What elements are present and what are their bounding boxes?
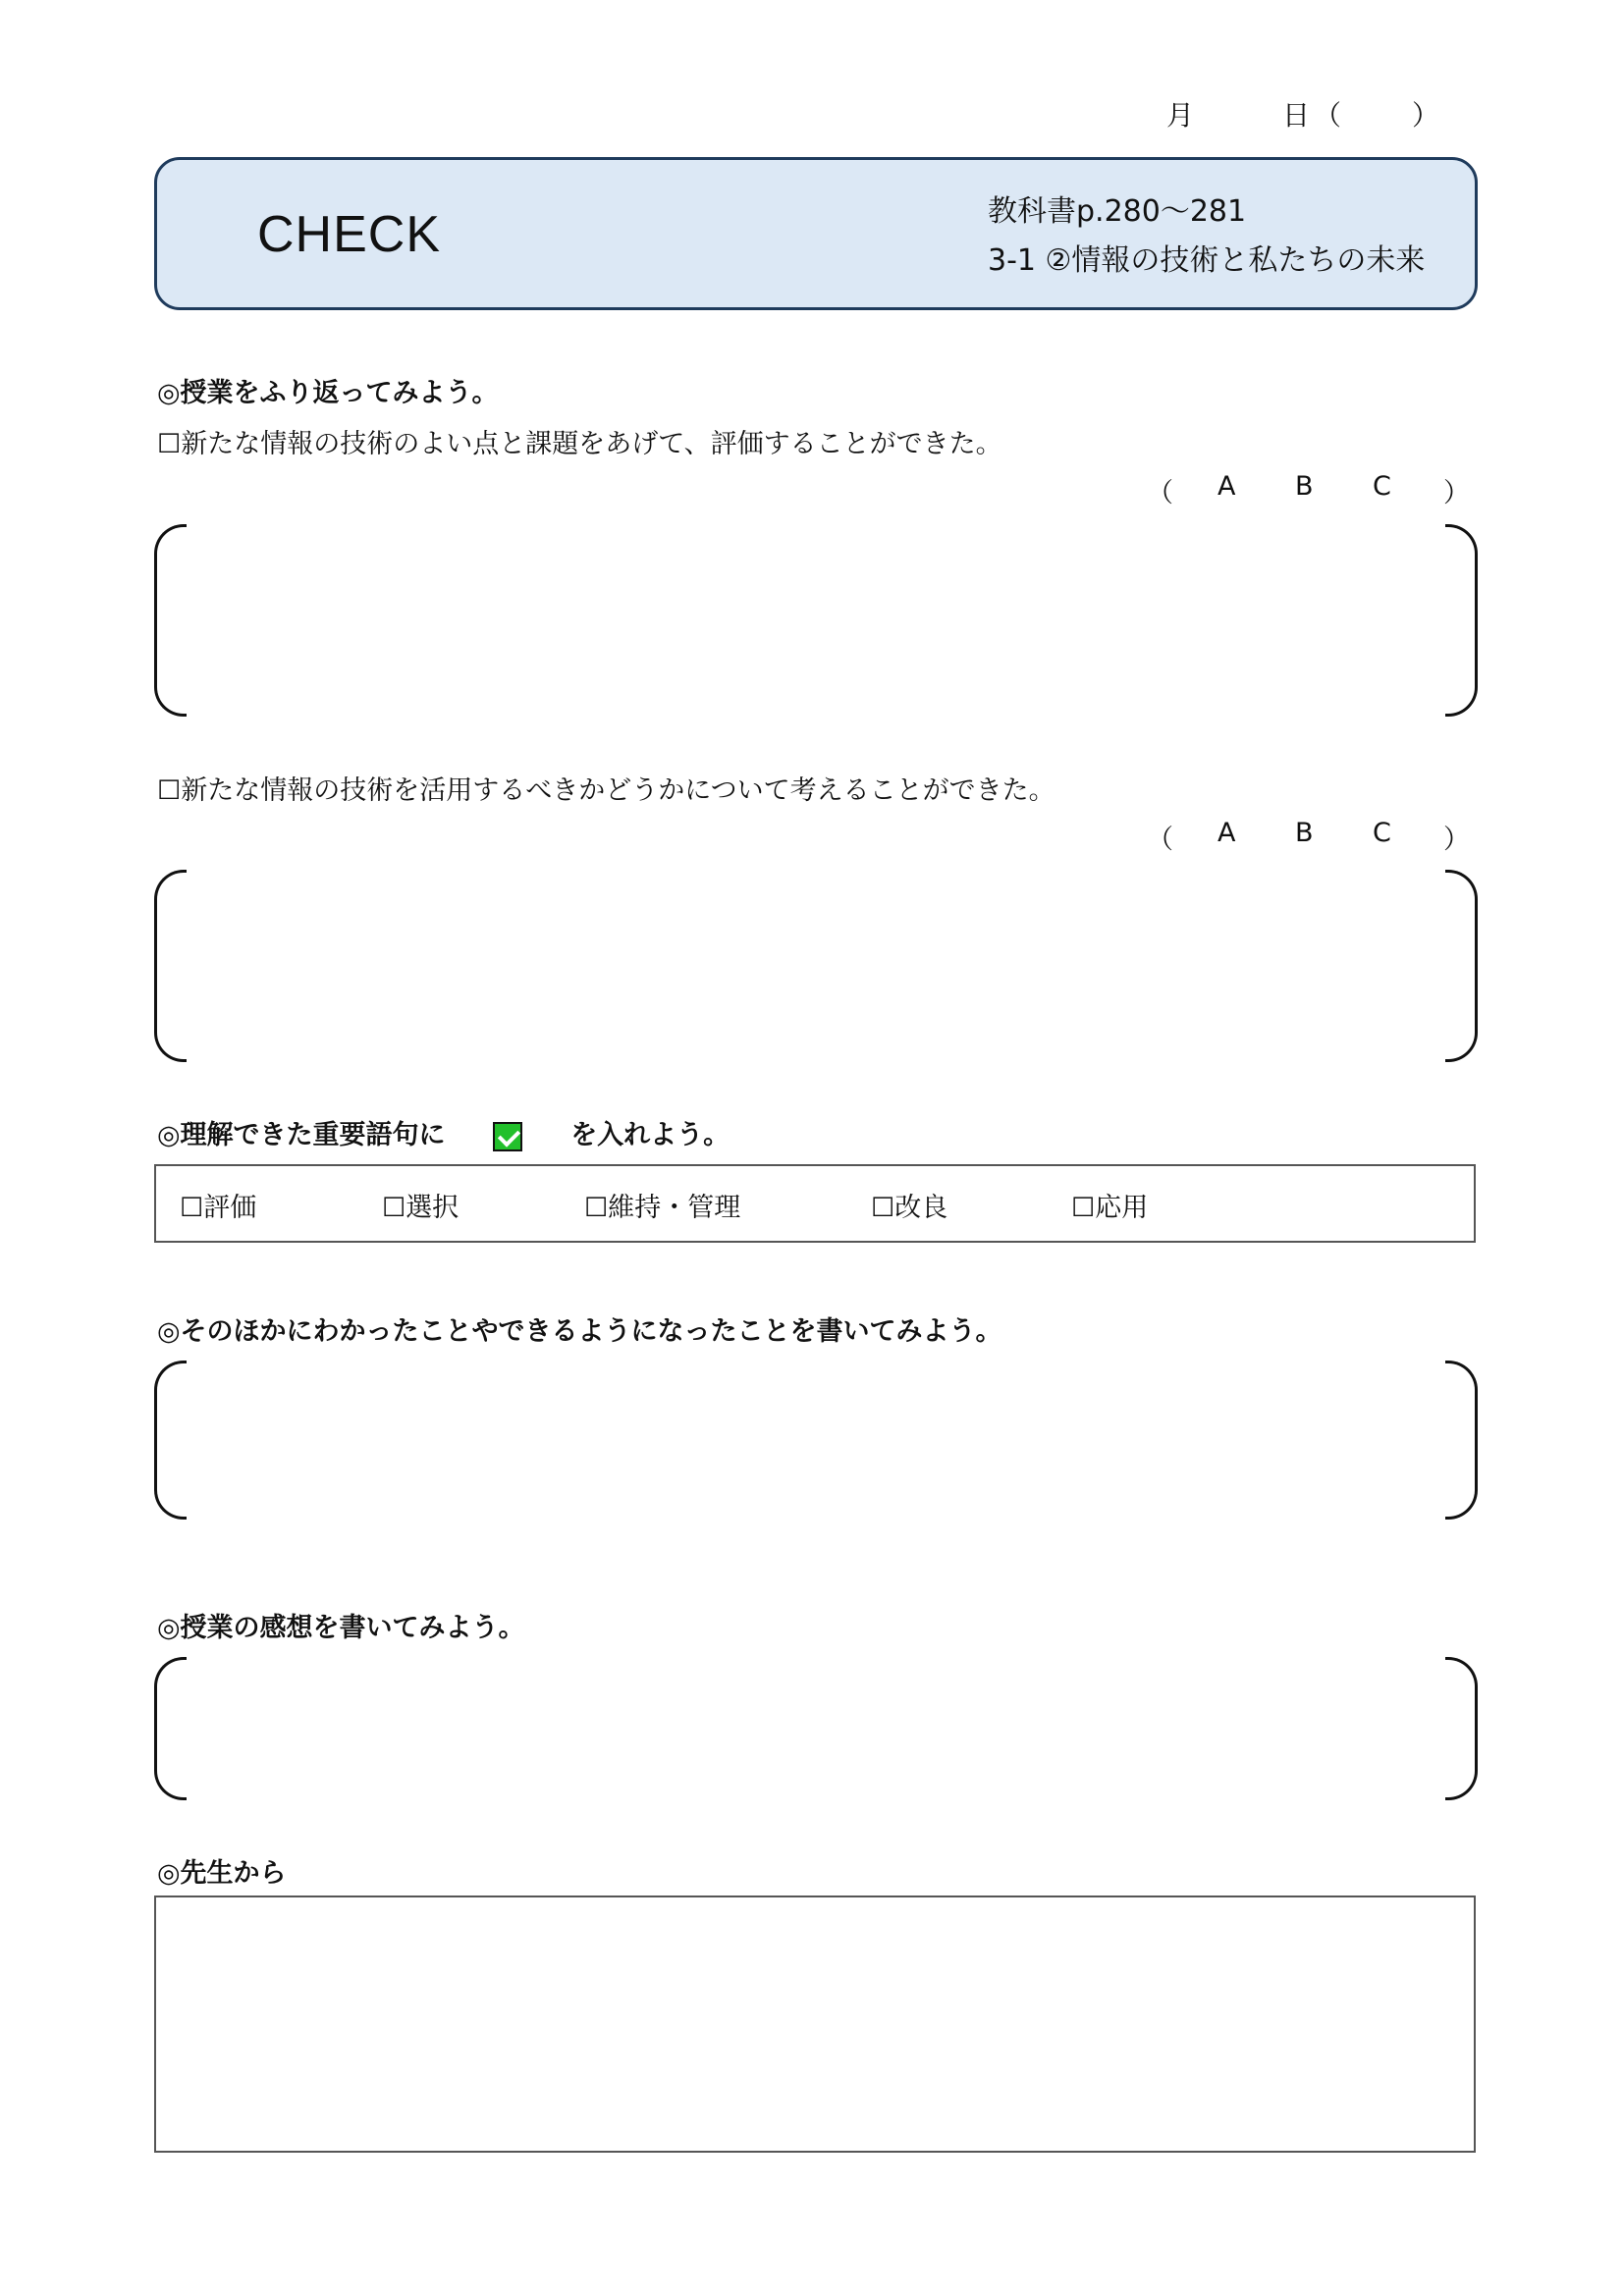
other-learnings-answer-area[interactable] (154, 1361, 1478, 1520)
rating-b[interactable]: B (1295, 818, 1314, 848)
day-paren-close: ） (1412, 99, 1440, 132)
term-checkbox-kairyou[interactable]: ☐改良 (871, 1193, 948, 1223)
term-checkbox-hyouka[interactable]: ☐評価 (180, 1193, 257, 1223)
green-checkbox-icon (493, 1122, 522, 1151)
teacher-heading: ◎先生から (157, 1858, 287, 1889)
bracket-left (154, 1657, 187, 1800)
rating-paren-open: （ (1147, 478, 1173, 508)
rating-c[interactable]: C (1373, 818, 1391, 848)
header-reference (988, 187, 1425, 286)
teacher-comment-box[interactable] (154, 1896, 1476, 2153)
reflection-answer-area-1[interactable] (154, 524, 1478, 717)
textbook-pages: 教科書p.280～281 (988, 194, 1247, 229)
bracket-right (1445, 1657, 1478, 1800)
day-label: 日 (1282, 99, 1311, 132)
day-paren-open: （ (1314, 99, 1342, 132)
rating-b[interactable]: B (1295, 471, 1314, 502)
rating-a[interactable]: A (1217, 471, 1236, 502)
term-checkbox-ouyou[interactable]: ☐応用 (1071, 1193, 1149, 1223)
reflection-item-1[interactable]: ☐新たな情報の技術のよい点と課題をあげて、評価することができた。 (157, 429, 1002, 459)
terms-heading (157, 1113, 730, 1151)
unit-title: 3-1 ②情報の技術と私たちの未来 (988, 243, 1426, 278)
rating-abc-2 (0, 818, 1623, 855)
bracket-left (154, 870, 187, 1062)
rating-abc-1 (0, 471, 1623, 508)
rating-a[interactable]: A (1217, 818, 1236, 848)
rating-c[interactable]: C (1373, 471, 1391, 502)
rating-paren-open: （ (1147, 825, 1173, 855)
header-banner (154, 157, 1478, 310)
terms-heading-before: ◎理解できた重要語句に (157, 1120, 446, 1150)
reflection-item-2[interactable]: ☐新たな情報の技術を活用するべきかどうかについて考えることができた。 (157, 775, 1055, 806)
impressions-heading: ◎授業の感想を書いてみよう。 (157, 1613, 525, 1643)
reflection-answer-area-2[interactable] (154, 870, 1478, 1062)
bracket-right (1445, 870, 1478, 1062)
rating-paren-close: ） (1443, 825, 1470, 855)
rating-paren-close: ） (1443, 478, 1470, 508)
month-label: 月 (1166, 99, 1195, 132)
reflection-heading: ◎授業をふり返ってみよう。 (157, 378, 499, 408)
term-checkbox-sentaku[interactable]: ☐選択 (382, 1193, 460, 1223)
terms-box (154, 1164, 1476, 1243)
bracket-left (154, 524, 187, 717)
bracket-left (154, 1361, 187, 1520)
page-title: CHECK (257, 206, 442, 263)
term-checkbox-iji-kanri[interactable]: ☐維持・管理 (584, 1193, 741, 1223)
impressions-answer-area[interactable] (154, 1657, 1478, 1800)
terms-heading-after: を入れよう。 (570, 1120, 730, 1150)
other-learnings-heading: ◎そのほかにわかったことやできるようになったことを書いてみよう。 (157, 1316, 1002, 1347)
bracket-right (1445, 1361, 1478, 1520)
bracket-right (1445, 524, 1478, 717)
